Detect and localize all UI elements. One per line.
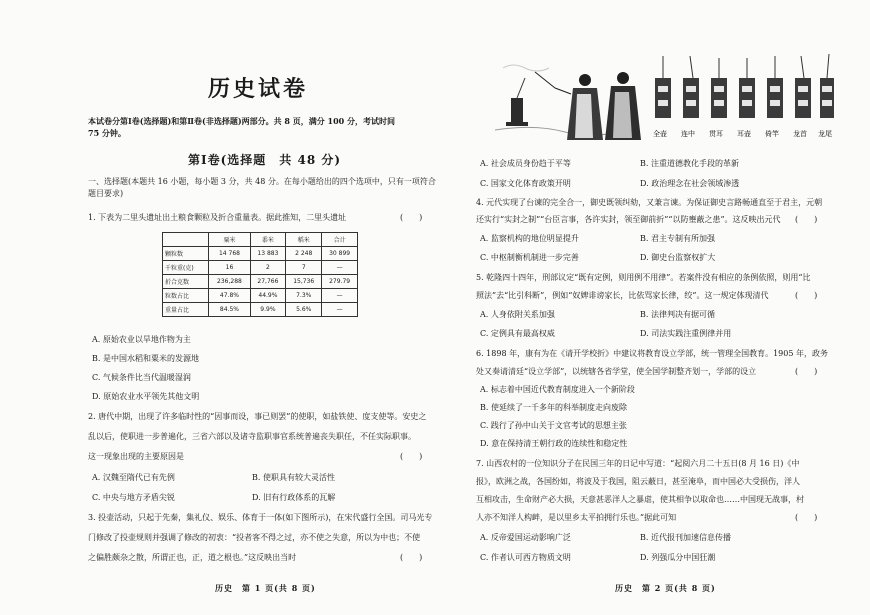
table-cell: —	[322, 261, 358, 275]
q2-line-3: 这一现象出现的主要原因是	[88, 452, 184, 461]
q4-option-d: D. 御史台监察权扩大	[640, 253, 716, 262]
q2-option-d: D. 旧有行政体系的瓦解	[252, 493, 336, 502]
table-header-cell: 粟米	[209, 233, 250, 247]
table-cell: 粒数占比	[163, 289, 209, 303]
q5-option-c: C. 定例具有最高权威	[480, 329, 555, 338]
q2-option-b: B. 使职具有较大灵活性	[252, 473, 335, 482]
q3-line-3: 之偏胜颇杂之散，所谓正也，正，道之根也。”这反映出当时	[88, 553, 297, 562]
table-cell: 30 899	[322, 247, 358, 261]
attendant-figure-icon	[605, 72, 641, 140]
intro-line-2: 75 分钟。	[88, 128, 126, 138]
q6-option-b: B. 使延续了一千多年的科举制度走向废除	[480, 403, 627, 412]
q4-option-c: C. 中枢制衡机制进一步完善	[480, 253, 579, 262]
table-header-cell: 黍米	[250, 233, 286, 247]
q4-option-b: B. 君主专制有所加强	[640, 234, 715, 243]
table-header-cell: 合计	[322, 233, 358, 247]
table-cell: —	[322, 303, 358, 317]
q3-option-a: A. 社会成员身份趋于平等	[480, 159, 571, 168]
q2-line-1: 2. 唐代中期，出现了许多临时性的“因事而设，事已则罢”的使职，如盐铁使、度支使等。安史之	[88, 412, 427, 421]
q3-line-2: 门修改了投壶规则并强调了修改的初衷：“投者客不得之过，亦不使之失意，所以为中也；不使	[88, 533, 421, 542]
q3-line-1: 3. 投壶活动，只起于先秦，集礼仪、娱乐、体育于一体(如下图所示)，在宋代盛行全国。司马光专	[88, 513, 433, 522]
q2-option-c: C. 中央与地方矛盾尖锐	[92, 493, 175, 502]
table-row	[163, 275, 358, 289]
q6-line-2: 处又奏请清廷“设立学部”，以统辖各省学堂，使全国学制整齐划一，学部的设立	[476, 367, 757, 376]
table-cell: 14 768	[209, 247, 250, 261]
grain-stats-table	[162, 232, 358, 317]
q4-line-1: 4. 元代实现了台谏的完全合一，御史既领纠劾，又兼言谏。为保证御史言路畅通直至于君主，元朝	[476, 198, 823, 207]
q1-option-a: A. 原始农业以旱地作物为主	[92, 335, 191, 344]
q1-answer-paren: ( )	[400, 213, 423, 222]
q3-option-c: C. 国家文化体育政策开明	[480, 179, 571, 188]
table-row	[163, 303, 358, 317]
pitch-pot-illustration	[495, 48, 835, 148]
part-intro-line-1: 一、选择题(本题共 16 小题，每小题 3 分，共 48 分。在每小题给出的四个选项中，只有一项符合	[88, 177, 436, 186]
table-cell: 279.79	[322, 275, 358, 289]
q3-answer-paren: ( )	[400, 553, 423, 562]
q2-answer-paren: ( )	[400, 452, 423, 461]
table-cell: 236,288	[209, 275, 250, 289]
q2-option-a: A. 汉魏至隋代已有先例	[92, 473, 175, 482]
q7-line-4: 人亦不知洋人构衅，是以里乡太平拍拥行乐也。”据此可知	[476, 513, 677, 522]
table-cell: 7	[286, 261, 322, 275]
pot-label: 龙首	[793, 130, 807, 138]
q7-line-1: 7. 山西农村的一位知识分子在民国三年的日记中写道：“起阅六月二十五日(8 月 16 日)《中	[476, 459, 800, 468]
q1-option-b: B. 是中国水稻和粟米的发源地	[92, 354, 199, 363]
table-cell: 16	[209, 261, 250, 275]
pot-label: 全壶	[653, 130, 667, 138]
q4-option-a: A. 监察机构的地位明显提升	[480, 234, 579, 243]
q5-answer-paren: ( )	[795, 291, 818, 300]
pot-diagram-6	[795, 56, 811, 118]
pot-diagram-2	[683, 56, 699, 118]
table-header-cell	[163, 233, 209, 247]
pot-label: 连中	[681, 130, 695, 138]
q7-line-3: 互相攻击，生命财产必大损，天意甚恶洋人之暴虐，使其相争以取命也……中国现无战事，村	[476, 495, 804, 504]
table-cell: 千粒重(克)	[163, 261, 209, 275]
cloud-stroke	[503, 65, 549, 71]
player-figure-icon	[535, 72, 603, 140]
q5-line-1: 5. 乾隆四十四年，刑部议定“既有定例，则用例不用律”。若案件没有相应的条例依照，则用“比	[476, 273, 811, 282]
q1-option-c: C. 气候条件比当代温暖湿润	[92, 373, 191, 382]
table-cell: 9.9%	[250, 303, 286, 317]
q6-line-1: 6. 1898 年，康有为在《请开学校折》中建议将教育设立学部，统一管理全国教育。1905 年，政务	[476, 349, 828, 358]
table-cell: 折合克数	[163, 275, 209, 289]
intro-line-1: 本试卷分第Ⅰ卷(选择题)和第Ⅱ卷(非选择题)两部分。共 8 页，满分 100 分，考试时间	[88, 116, 396, 126]
q5-line-2: 照法”去“比引科断”，例如“奴婢诽谤家长，比依骂家长律，绞”。这一规定体现清代	[476, 291, 769, 300]
q5-option-a: A. 人身依附关系加强	[480, 310, 555, 319]
table-cell: 重量占比	[163, 303, 209, 317]
q6-option-d: D. 意在保持清王朝行政的连续性和稳定性	[480, 439, 628, 448]
table-row	[163, 289, 358, 303]
q6-option-c: C. 践行了孙中山关于文官考试的思想主张	[480, 421, 627, 430]
table-cell: 44.9%	[250, 289, 286, 303]
q7-line-2: 报》，欧洲之战，各国纷如，将波及于我国，阻云蔽日，甚至淹阜，而中国必大受损伤，洋人	[476, 477, 800, 486]
q4-line-2: 还实行“实封之制”“台臣言事，各许实封，领至御前折”“以防壅蔽之患”。这反映出元代	[476, 215, 781, 224]
q7-option-c: C. 作者认可西方物质文明	[480, 553, 571, 562]
table-header-cell: 稻米	[286, 233, 322, 247]
pot-label: 耳壶	[737, 130, 751, 138]
q7-option-b: B. 近代报刊加速信息传播	[640, 533, 731, 542]
q2-line-2: 乱以后，使职进一步普遍化，三省六部以及诸寺监职事官系统普遍丧失职任，不任实际职事。	[88, 432, 416, 441]
q7-option-a: A. 反帝爱国运动影响广泛	[480, 533, 571, 542]
part-intro-line-2: 题目要求)	[88, 189, 124, 198]
pot-on-stand-icon	[506, 78, 528, 126]
q4-answer-paren: ( )	[795, 215, 818, 224]
table-cell: 2 248	[286, 247, 322, 261]
table-row	[163, 247, 358, 261]
table-cell: 47.8%	[209, 289, 250, 303]
table-cell: 7.3%	[286, 289, 322, 303]
exam-title: 历史试卷	[208, 76, 309, 102]
table-cell: 13 883	[250, 247, 286, 261]
pot-label: 贯耳	[709, 130, 723, 138]
pot-diagram-5	[767, 56, 783, 118]
pot-diagram-7	[820, 54, 834, 118]
q6-answer-paren: ( )	[795, 367, 818, 376]
pot-diagram-1	[655, 56, 671, 118]
page-1-footer: 历史 第 1 页(共 8 页)	[215, 583, 316, 593]
page-2-footer: 历史 第 2 页(共 8 页)	[615, 583, 716, 593]
pot-diagram-4	[739, 58, 755, 118]
q1-option-d: D. 原始农业水平领先其他文明	[92, 392, 200, 401]
table-row	[163, 261, 358, 275]
section-title: 第Ⅰ卷(选择题 共 48 分)	[188, 153, 342, 167]
q7-option-d: D. 列强瓜分中国狂潮	[640, 553, 716, 562]
table-cell: 84.5%	[209, 303, 250, 317]
table-cell: 15,736	[286, 275, 322, 289]
table-cell: 27,766	[250, 275, 286, 289]
q5-option-b: B. 法律判决有据可循	[640, 310, 715, 319]
q3-option-d: D. 政治理念在社会领域渗透	[640, 179, 740, 188]
q6-option-a: A. 标志着中国近代教育制度进入一个新阶段	[480, 385, 635, 394]
pot-label: 龙尾	[818, 130, 832, 138]
q5-option-d: D. 司法实践注重例律并用	[640, 329, 732, 338]
q3-option-b: B. 注重道德教化手段的革新	[640, 159, 739, 168]
table-cell: 颗粒数	[163, 247, 209, 261]
pot-diagram-3	[711, 58, 727, 118]
table-cell: 2	[250, 261, 286, 275]
table-cell: —	[322, 289, 358, 303]
q7-answer-paren: ( )	[795, 513, 818, 522]
pot-label: 倚竿	[765, 130, 779, 138]
q1-stem: 1. 下表为二里头遗址出土粮食颗粒及折合重量表。据此推知，二里头遗址	[88, 213, 347, 222]
table-header-row	[163, 233, 358, 247]
table-cell: 5.6%	[286, 303, 322, 317]
